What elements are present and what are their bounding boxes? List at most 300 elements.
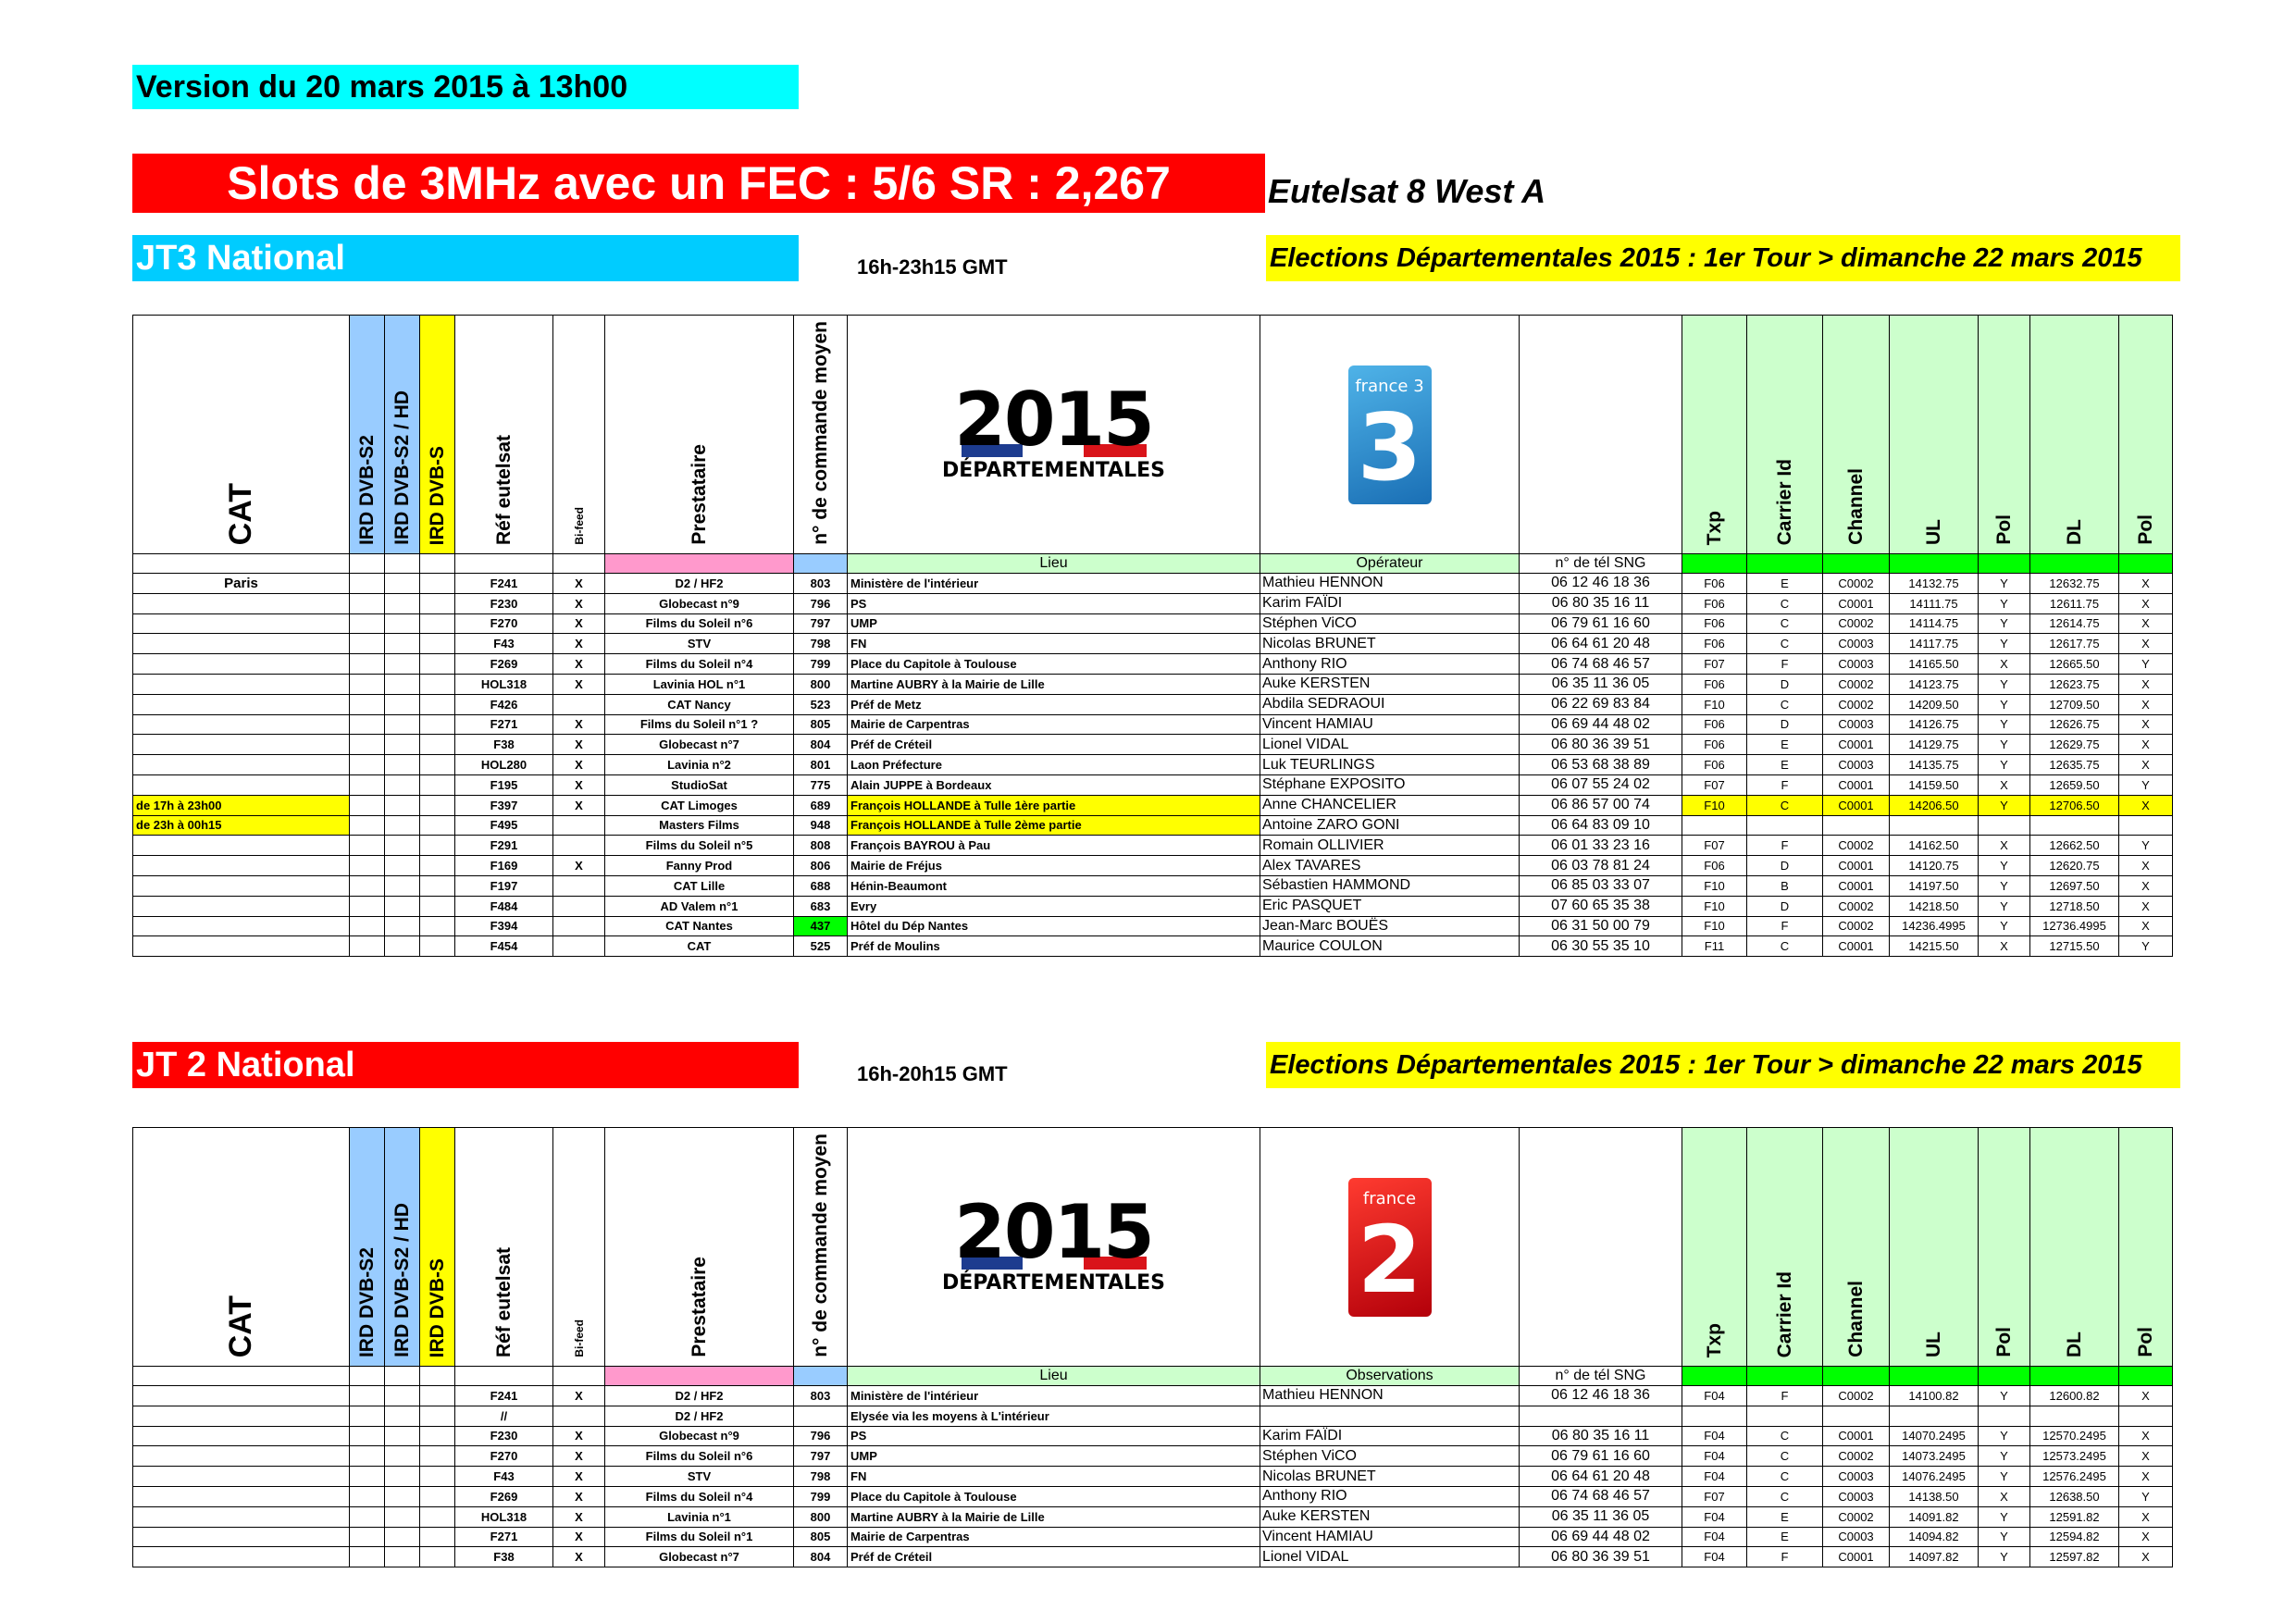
sub-tel: n° de tél SNG [1520,554,1682,574]
ird1-cell [350,613,385,634]
txp-cell: F10 [1682,795,1747,815]
header-commande-cell [794,316,848,554]
pol-cell: Y [1979,1426,2030,1446]
table-row [133,654,2173,675]
channel-cell: C0001 [1823,1547,1890,1567]
pol-cell: Y [1979,1386,2030,1406]
ird2-cell [385,674,420,694]
dl-cell: 12715.50 [2030,936,2119,957]
ird3-cell [420,574,455,594]
ref-cell: F269 [455,654,553,675]
pol-cell: X [1979,654,2030,675]
txp-cell: F06 [1682,735,1747,755]
bifeed-cell: X [553,613,605,634]
channel-cell: C0003 [1823,1527,1890,1547]
table-row [133,896,2173,916]
table-row [133,1426,2173,1446]
ul-cell: 14076.2495 [1890,1467,1979,1487]
ird2-cell [385,936,420,957]
tel-cell: 06 80 36 39 51 [1520,735,1682,755]
prestataire-cell: Globecast n°9 [605,1426,794,1446]
channel-cell: C0001 [1823,1426,1890,1446]
txp-cell: F06 [1682,634,1747,654]
pol-dl-cell: X [2119,875,2173,896]
tel-cell: 06 12 46 18 36 [1520,574,1682,594]
dl-cell: 12709.50 [2030,694,2119,714]
operator-cell: Stéphen ViCO [1260,613,1520,634]
lieu-cell: François HOLLANDE à Tulle 1ère partie [848,795,1260,815]
carrier-cell [1747,815,1823,836]
bifeed-cell [553,836,605,856]
carrier-cell: B [1747,875,1823,896]
sub-ird3 [420,1367,455,1386]
commande-cell: 437 [794,916,848,936]
cat-cell [133,613,350,634]
operator-cell: Abdila SEDRAOUI [1260,694,1520,714]
cat-cell [133,1426,350,1446]
bifeed-cell: X [553,634,605,654]
ird3-cell [420,1406,455,1426]
prestataire-cell: Films du Soleil n°4 [605,1486,794,1506]
ird1-cell [350,654,385,675]
ul-cell: 14100.82 [1890,1386,1979,1406]
cat-cell [133,634,350,654]
operator-cell: Stéphane EXPOSITO [1260,774,1520,795]
carrier-cell: D [1747,714,1823,735]
txp-cell [1682,1406,1747,1426]
pol-dl-cell: X [2119,694,2173,714]
header-ref-eutelsat: Réf eutelsat [492,1246,515,1357]
table-row [133,936,2173,957]
prestataire-cell: Films du Soleil n°6 [605,1446,794,1467]
pol-dl-cell: X [2119,795,2173,815]
ird2-cell [385,836,420,856]
prestataire-cell: CAT [605,936,794,957]
operator-cell: Sébastien HAMMOND [1260,875,1520,896]
ird1-cell [350,875,385,896]
carrier-cell: F [1747,774,1823,795]
cat-cell [133,694,350,714]
commande-cell: 796 [794,1426,848,1446]
pol-cell: Y [1979,1506,2030,1527]
header-cat-cell [133,316,350,554]
cat-cell [133,936,350,957]
ird2-cell [385,574,420,594]
header-cat: CAT [223,482,258,545]
pol-dl-cell: X [2119,1527,2173,1547]
cat-cell [133,916,350,936]
cat-cell [133,774,350,795]
ul-cell: 14159.50 [1890,774,1979,795]
table-row [133,755,2173,775]
operator-cell: Vincent HAMIAU [1260,714,1520,735]
pol-dl-cell: X [2119,1547,2173,1567]
ird3-cell [420,1386,455,1406]
dl-cell: 12632.75 [2030,574,2119,594]
ird3-cell [420,1446,455,1467]
prestataire-cell: Films du Soleil n°4 [605,654,794,675]
ird2-cell [385,613,420,634]
section2-election: Elections Départementales 2015 : 1er Tour > dimanche 22 mars 2015 [1266,1042,2180,1088]
pol-cell [1979,1406,2030,1426]
ird1-cell [350,1467,385,1487]
carrier-cell: D [1747,856,1823,876]
sub-ird1 [350,1367,385,1386]
header-channel-cell [1823,316,1890,554]
table-row [133,1486,2173,1506]
commande-cell: 805 [794,1527,848,1547]
pol-dl-cell: X [2119,1426,2173,1446]
carrier-cell: C [1747,1446,1823,1467]
txp-cell: F06 [1682,714,1747,735]
prestataire-cell: Fanny Prod [605,856,794,876]
tel-cell: 06 80 35 16 11 [1520,593,1682,613]
operator-cell: Anne CHANCELIER [1260,795,1520,815]
lieu-cell: Place du Capitole à Toulouse [848,654,1260,675]
txp-cell: F10 [1682,694,1747,714]
header-bi-feed-cell [553,1128,605,1367]
ul-cell: 14129.75 [1890,735,1979,755]
bifeed-cell: X [553,593,605,613]
ref-cell: F230 [455,1426,553,1446]
commande-cell: 808 [794,836,848,856]
bifeed-cell: X [553,1426,605,1446]
tel-cell: 06 64 61 20 48 [1520,1467,1682,1487]
dl-cell: 12623.75 [2030,674,2119,694]
pol-dl-cell: X [2119,916,2173,936]
txp-cell: F07 [1682,654,1747,675]
logo-cell [848,316,1260,554]
pol-cell: Y [1979,593,2030,613]
header-pol-cell [1979,316,2030,554]
logo-text: DÉPARTEMENTALES [942,459,1165,482]
carrier-cell: D [1747,674,1823,694]
pol-cell: Y [1979,755,2030,775]
carrier-cell: F [1747,916,1823,936]
operator-cell: Maurice COULON [1260,936,1520,957]
header-carrier-id: Carrier Id [1773,458,1795,545]
tel-cell: 06 35 11 36 05 [1520,1506,1682,1527]
operator-cell: Jean-Marc BOUËS [1260,916,1520,936]
commande-cell: 798 [794,634,848,654]
ird1-cell [350,735,385,755]
table-row [133,593,2173,613]
ird2-cell [385,856,420,876]
ird2-cell [385,1386,420,1406]
tel-cell: 06 01 33 23 16 [1520,836,1682,856]
bifeed-cell [553,1406,605,1426]
tel-cell: 06 85 03 33 07 [1520,875,1682,896]
ird2-cell [385,795,420,815]
ref-cell: F197 [455,875,553,896]
operator-cell: Eric PASQUET [1260,896,1520,916]
commande-cell: 806 [794,856,848,876]
cat-cell: de 17h à 23h00 [133,795,350,815]
dl-cell: 12629.75 [2030,735,2119,755]
ul-cell: 14070.2495 [1890,1426,1979,1446]
txp-cell: F06 [1682,574,1747,594]
pol-dl-cell [2119,1406,2173,1426]
ref-cell: F271 [455,1527,553,1547]
pol-dl-cell: X [2119,1506,2173,1527]
ul-cell: 14197.50 [1890,875,1979,896]
sub-ird2 [385,554,420,574]
channel-cell: C0001 [1823,774,1890,795]
table-row [133,916,2173,936]
carrier-cell: C [1747,1426,1823,1446]
dl-cell: 12638.50 [2030,1486,2119,1506]
table-row [133,1527,2173,1547]
carrier-cell: F [1747,1547,1823,1567]
cat-cell [133,1527,350,1547]
tel-cell: 06 80 35 16 11 [1520,1426,1682,1446]
bifeed-cell: X [553,714,605,735]
ird3-cell [420,916,455,936]
commande-cell: 683 [794,896,848,916]
ird1-cell [350,896,385,916]
lieu-cell: Laon Préfecture [848,755,1260,775]
txp-cell: F10 [1682,875,1747,896]
cat-cell [133,836,350,856]
channel-cell: C0002 [1823,613,1890,634]
operator-cell: Anthony RIO [1260,1486,1520,1506]
table-row [133,634,2173,654]
lieu-cell: Préf de Créteil [848,735,1260,755]
ird3-cell [420,815,455,836]
ird1-cell [350,574,385,594]
tel-cell: 06 86 57 00 74 [1520,795,1682,815]
header-dl: DL [2063,1332,2085,1357]
ird1-cell [350,1386,385,1406]
channel-cell: C0002 [1823,896,1890,916]
pol-dl-cell: X [2119,593,2173,613]
header-prestataire-cell [605,316,794,554]
cat-cell [133,735,350,755]
header-ird-dvb-s2: IRD DVB-S2 [355,434,378,545]
lieu-cell: Mairie de Carpentras [848,714,1260,735]
table-row [133,735,2173,755]
bifeed-cell [553,875,605,896]
ref-cell: F495 [455,815,553,836]
table-row [133,1467,2173,1487]
operator-cell [1260,1406,1520,1426]
lieu-cell: Elysée via les moyens à L'intérieur [848,1406,1260,1426]
tel-cell: 06 74 68 46 57 [1520,1486,1682,1506]
sub-pol2 [2119,1367,2173,1386]
operator-cell: Anthony RIO [1260,654,1520,675]
commande-cell: 797 [794,1446,848,1467]
ird2-cell [385,815,420,836]
operator-cell: Vincent HAMIAU [1260,1527,1520,1547]
ref-cell: F426 [455,694,553,714]
header-ird-dvb-s-cell [420,1128,455,1367]
tel-cell: 06 03 78 81 24 [1520,856,1682,876]
ird2-cell [385,1547,420,1567]
ref-cell: F241 [455,574,553,594]
txp-cell: F04 [1682,1446,1747,1467]
dl-cell: 12617.75 [2030,634,2119,654]
cat-cell [133,714,350,735]
header-commande: n° de commande moyen [809,1134,831,1357]
ird1-cell [350,694,385,714]
header-carrier-id-cell [1747,316,1823,554]
dl-cell: 12736.4995 [2030,916,2119,936]
ref-cell: F270 [455,1446,553,1467]
ul-cell: 14123.75 [1890,674,1979,694]
operator-cell: Mathieu HENNON [1260,574,1520,594]
txp-cell: F04 [1682,1467,1747,1487]
pol-dl-cell: X [2119,1446,2173,1467]
sub-tel: n° de tél SNG [1520,1367,1682,1386]
operator-cell: Nicolas BRUNET [1260,634,1520,654]
carrier-cell: C [1747,694,1823,714]
header-ird-dvb-s2-hd-cell [385,316,420,554]
tel-cell: 06 74 68 46 57 [1520,654,1682,675]
lieu-cell: Alain JUPPE à Bordeaux [848,774,1260,795]
lieu-cell: François BAYROU à Pau [848,836,1260,856]
dl-cell: 12591.82 [2030,1506,2119,1527]
prestataire-cell: AD Valem n°1 [605,896,794,916]
ird2-cell [385,634,420,654]
txp-cell: F10 [1682,896,1747,916]
ul-cell: 14094.82 [1890,1527,1979,1547]
logo-year: 2015 [954,377,1153,463]
channel-logo-number: 2 [1357,1205,1422,1314]
bifeed-cell: X [553,1527,605,1547]
tel-cell: 07 60 65 35 38 [1520,896,1682,916]
carrier-cell: C [1747,936,1823,957]
pol-cell: Y [1979,1446,2030,1467]
table-row [133,1446,2173,1467]
channel-logo-cell [1260,316,1520,554]
ird1-cell [350,1446,385,1467]
ref-cell: HOL280 [455,755,553,775]
lieu-cell: Ministère de l'intérieur [848,574,1260,594]
table-row [133,613,2173,634]
txp-cell: F07 [1682,774,1747,795]
carrier-cell: E [1747,755,1823,775]
header-channel-cell [1823,1128,1890,1367]
pol-cell: Y [1979,694,2030,714]
ird1-cell [350,1547,385,1567]
channel-cell: C0001 [1823,735,1890,755]
operator-cell: Luk TEURLINGS [1260,755,1520,775]
bifeed-cell: X [553,774,605,795]
commande-cell: 799 [794,1486,848,1506]
commande-cell: 805 [794,714,848,735]
ul-cell: 14165.50 [1890,654,1979,675]
dl-cell: 12573.2495 [2030,1446,2119,1467]
txp-cell: F04 [1682,1527,1747,1547]
version-banner: Version du 20 mars 2015 à 13h00 [132,65,799,109]
bifeed-cell: X [553,654,605,675]
channel-logo-text: france 3 [1355,376,1424,396]
header-txp-cell [1682,316,1747,554]
header-blank [1520,1128,1682,1367]
commande-cell: 803 [794,574,848,594]
sub-txp [1682,1367,1747,1386]
ird1-cell [350,1406,385,1426]
lieu-cell: Préf de Moulins [848,936,1260,957]
operator-cell: Karim FAÏDI [1260,1426,1520,1446]
commande-cell: 948 [794,815,848,836]
carrier-cell: F [1747,836,1823,856]
pol-cell: Y [1979,916,2030,936]
header-ref-eutelsat: Réf eutelsat [492,434,515,545]
prestataire-cell: Masters Films [605,815,794,836]
ird2-cell [385,593,420,613]
carrier-cell: F [1747,654,1823,675]
cat-cell [133,593,350,613]
ird3-cell [420,1467,455,1487]
bifeed-cell: X [553,735,605,755]
bifeed-cell: X [553,1467,605,1487]
pol-dl-cell: X [2119,1386,2173,1406]
ird3-cell [420,1547,455,1567]
carrier-cell: C [1747,593,1823,613]
ird3-cell [420,774,455,795]
pol-cell: Y [1979,1547,2030,1567]
txp-cell: F06 [1682,593,1747,613]
dl-cell: 12665.50 [2030,654,2119,675]
table-row [133,875,2173,896]
header-pol: Pol [1992,514,2015,545]
cat-cell [133,896,350,916]
prestataire-cell: Globecast n°7 [605,1547,794,1567]
sub-pol2 [2119,554,2173,574]
header-ird-dvb-s2-hd: IRD DVB-S2 / HD [391,390,413,545]
dl-cell: 12718.50 [2030,896,2119,916]
cat-cell: Paris [133,574,350,594]
ird3-cell [420,613,455,634]
lieu-cell: Préf de Metz [848,694,1260,714]
channel-cell: C0002 [1823,1386,1890,1406]
pol-dl-cell: X [2119,574,2173,594]
pol-cell: Y [1979,574,2030,594]
txp-cell: F04 [1682,1386,1747,1406]
header-commande: n° de commande moyen [809,321,831,545]
bifeed-cell: X [553,1386,605,1406]
operator-cell: Lionel VIDAL [1260,735,1520,755]
lieu-cell: PS [848,1426,1260,1446]
ird1-cell [350,916,385,936]
ird1-cell [350,1486,385,1506]
pol-dl-cell: X [2119,674,2173,694]
ird3-cell [420,1527,455,1547]
lieu-cell: Mairie de Carpentras [848,1527,1260,1547]
txp-cell: F04 [1682,1426,1747,1446]
pol-cell: Y [1979,1527,2030,1547]
txp-cell: F04 [1682,1506,1747,1527]
tel-cell: 06 64 61 20 48 [1520,634,1682,654]
header-txp: Txp [1703,1322,1725,1357]
ul-cell: 14218.50 [1890,896,1979,916]
ul-cell: 14209.50 [1890,694,1979,714]
ref-cell: F394 [455,916,553,936]
prestataire-cell: STV [605,634,794,654]
ref-cell: // [455,1406,553,1426]
cat-cell [133,1486,350,1506]
prestataire-cell: CAT Lille [605,875,794,896]
operator-cell: Alex TAVARES [1260,856,1520,876]
lieu-cell: Mairie de Fréjus [848,856,1260,876]
cat-cell [133,755,350,775]
pol-dl-cell: X [2119,634,2173,654]
channel-cell: C0003 [1823,1486,1890,1506]
carrier-cell: E [1747,735,1823,755]
txp-cell: F10 [1682,916,1747,936]
table-row [133,774,2173,795]
